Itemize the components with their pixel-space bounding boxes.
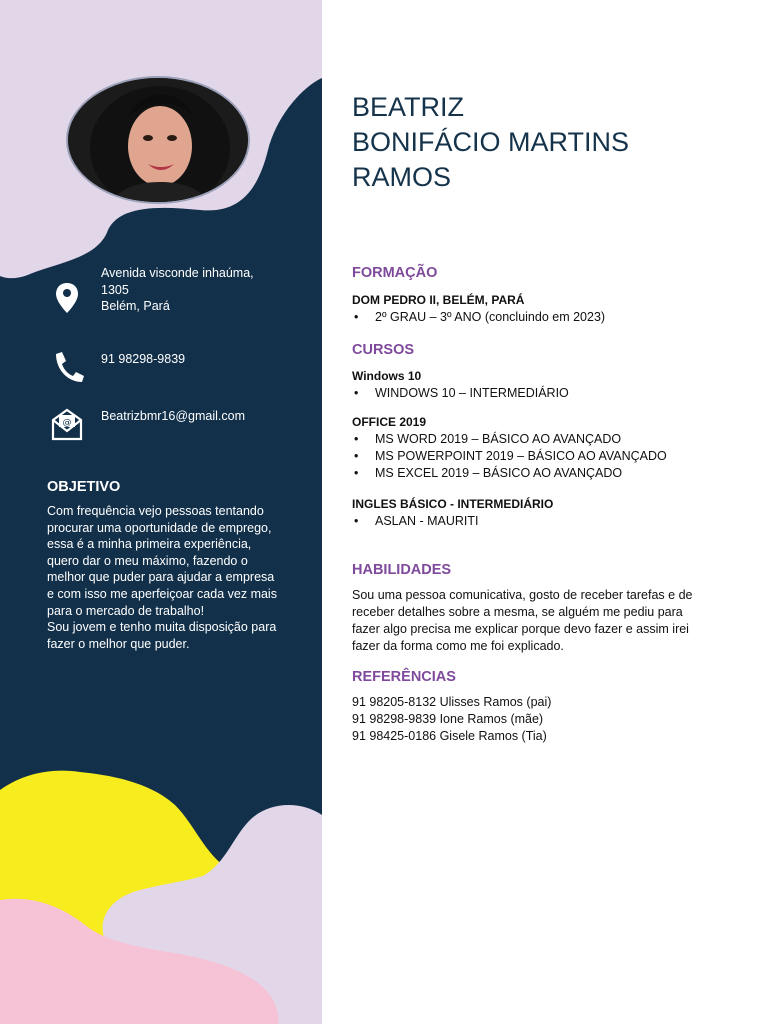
email-address: Beatrizbmr16@gmail.com xyxy=(101,409,245,423)
curso-group-name: OFFICE 2019 xyxy=(352,415,427,429)
objective-text xyxy=(47,503,283,652)
sidebar xyxy=(0,0,322,1024)
objective-paragraph-1: Com frequência vejo pessoas tentando procurar uma oportunidade de emprego, essa é a minha primeira experiência, quero dar o meu máximo, fazendo o melhor que puder para ajudar a empresa e com isso me aperfeiçoar cada vez mais para o mercado de trabalho! xyxy=(47,504,277,618)
name-line3: RAMOS xyxy=(352,162,452,192)
name-line2: BONIFÁCIO MARTINS xyxy=(352,127,630,157)
phone-number: 91 98298-9839 xyxy=(101,352,186,366)
email-icon xyxy=(48,405,86,443)
habilidades-text: Sou uma pessoa comunicativa, gosto de receber tarefas e de receber detalhes sobre a mesma, se alguém me pediu para fazer algo precisa me explicar porque devo fazer e assim irei fazer da forma como me foi explicado. xyxy=(352,588,693,653)
address-line3: Belém, Pará xyxy=(101,299,170,313)
name-line1: BEATRIZ xyxy=(352,92,465,122)
curso-group-name: INGLES BÁSICO - INTERMEDIÁRIO xyxy=(352,497,554,511)
list-item: • ASLAN - MAURITI xyxy=(352,513,479,530)
curso-group-list xyxy=(352,513,479,530)
list-item: • MS WORD 2019 – BÁSICO AO AVANÇADO xyxy=(352,431,667,448)
list-item: • MS EXCEL 2019 – BÁSICO AO AVANÇADO xyxy=(352,465,667,482)
list-item: • MS POWERPOINT 2019 – BÁSICO AO AVANÇADO xyxy=(352,448,667,465)
objective-title: OBJETIVO xyxy=(47,479,121,495)
cursos-title: CURSOS xyxy=(352,342,415,358)
formacao-school: DOM PEDRO II, BELÉM, PARÁ xyxy=(352,293,525,307)
referencias-list xyxy=(352,694,551,745)
svg-text:@: @ xyxy=(62,418,72,428)
list-item: 91 98298-9839 Ione Ramos (mãe) xyxy=(352,712,544,726)
list-item: • 2º GRAU – 3º ANO (concluindo em 2023) xyxy=(352,309,605,326)
location-pin-icon xyxy=(48,279,86,317)
formacao-title: FORMAÇÃO xyxy=(352,265,438,281)
curso-group-name: Windows 10 xyxy=(352,369,422,383)
address-line2: 1305 xyxy=(101,282,129,297)
profile-photo xyxy=(66,76,250,204)
objective-paragraph-2: Sou jovem e tenho muita disposição para fazer o melhor que puder. xyxy=(47,620,277,651)
list-item: 91 98425-0186 Gisele Ramos (Tia) xyxy=(352,729,547,743)
curso-group-list xyxy=(352,431,667,482)
candidate-name xyxy=(352,90,629,195)
phone-icon xyxy=(48,348,86,386)
list-item: • WINDOWS 10 – INTERMEDIÁRIO xyxy=(352,385,569,402)
address-line1: Avenida visconde inhaúma, xyxy=(101,266,254,280)
curso-group-list xyxy=(352,385,569,402)
list-item: 91 98205-8132 Ulisses Ramos (pai) xyxy=(352,695,552,709)
formacao-list xyxy=(352,309,605,326)
habilidades-title: HABILIDADES xyxy=(352,562,452,578)
referencias-title: REFERÊNCIAS xyxy=(352,669,456,685)
